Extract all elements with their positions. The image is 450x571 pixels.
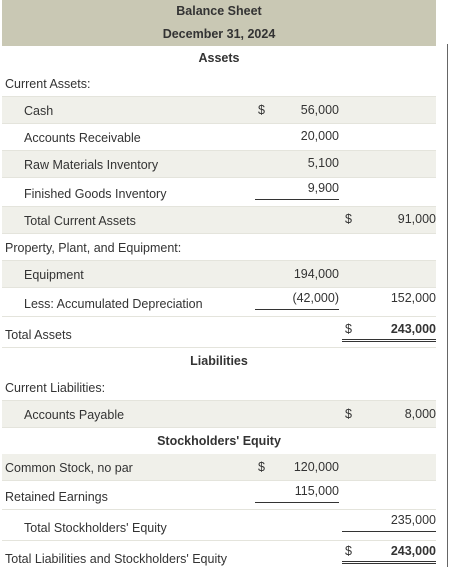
row-label: Less: Accumulated Depreciation (24, 297, 203, 311)
section-assets: Assets (198, 51, 240, 65)
row-label: Finished Goods Inventory (24, 187, 167, 201)
row-label: Equipment (24, 268, 84, 282)
total: 8,000 (404, 407, 436, 421)
row-accumulated-depreciation (2, 288, 436, 317)
row-label: Raw Materials Inventory (24, 158, 159, 172)
amount: 20,000 (300, 129, 339, 143)
row-cash (2, 97, 436, 124)
row-equipment (2, 261, 436, 288)
row-total-stockholders-equity (2, 510, 436, 541)
section-stockholders-equity: Stockholders' Equity (157, 434, 281, 448)
row-ppe (2, 234, 436, 261)
sheet-title: Balance Sheet (2, 0, 436, 22)
balance-sheet (2, 0, 436, 571)
dollar-sign: $ (345, 544, 352, 558)
amount: (42,000) (292, 291, 339, 305)
row-accounts-payable (2, 401, 436, 428)
row-raw-materials (2, 151, 436, 178)
row-label: Total Liabilities and Stockholders' Equity (5, 552, 227, 566)
row-label: Property, Plant, and Equipment: (5, 241, 182, 255)
amount: 56,000 (300, 103, 339, 117)
amount: 115,000 (294, 484, 339, 498)
row-label: Cash (24, 104, 54, 118)
amount: 194,000 (293, 267, 339, 281)
row-finished-goods (2, 178, 436, 207)
row-label: Total Assets (5, 328, 72, 342)
row-total-assets (2, 317, 436, 348)
row-label: Retained Earnings (5, 490, 108, 504)
row-label: Current Liabilities: (5, 381, 106, 395)
section-liabilities: Liabilities (190, 354, 248, 368)
dollar-sign: $ (345, 322, 352, 336)
total: 91,000 (397, 212, 436, 226)
sheet-date: December 31, 2024 (2, 22, 436, 46)
amount: 5,100 (307, 156, 339, 170)
total: 243,000 (390, 322, 436, 336)
row-accounts-receivable (2, 124, 436, 151)
row-retained-earnings (2, 481, 436, 510)
dollar-sign: $ (258, 460, 265, 474)
total: 243,000 (390, 544, 436, 558)
dollar-sign: $ (345, 212, 352, 226)
row-label: Common Stock, no par (5, 461, 133, 475)
row-label: Accounts Receivable (24, 131, 141, 145)
row-current-liabilities (2, 374, 436, 401)
row-label: Current Assets: (5, 77, 91, 91)
total: 235,000 (390, 513, 436, 527)
amount: 120,000 (293, 460, 339, 474)
dollar-sign: $ (258, 103, 265, 117)
row-common-stock (2, 454, 436, 481)
row-label: Accounts Payable (24, 408, 125, 422)
row-total-current-assets (2, 207, 436, 234)
dollar-sign: $ (345, 407, 352, 421)
row-current-assets (2, 70, 436, 97)
amount: 9,900 (307, 181, 339, 195)
row-label: Total Stockholders' Equity (24, 521, 167, 535)
total: 152,000 (390, 291, 436, 305)
row-label: Total Current Assets (24, 214, 136, 228)
right-border-line (447, 44, 448, 567)
